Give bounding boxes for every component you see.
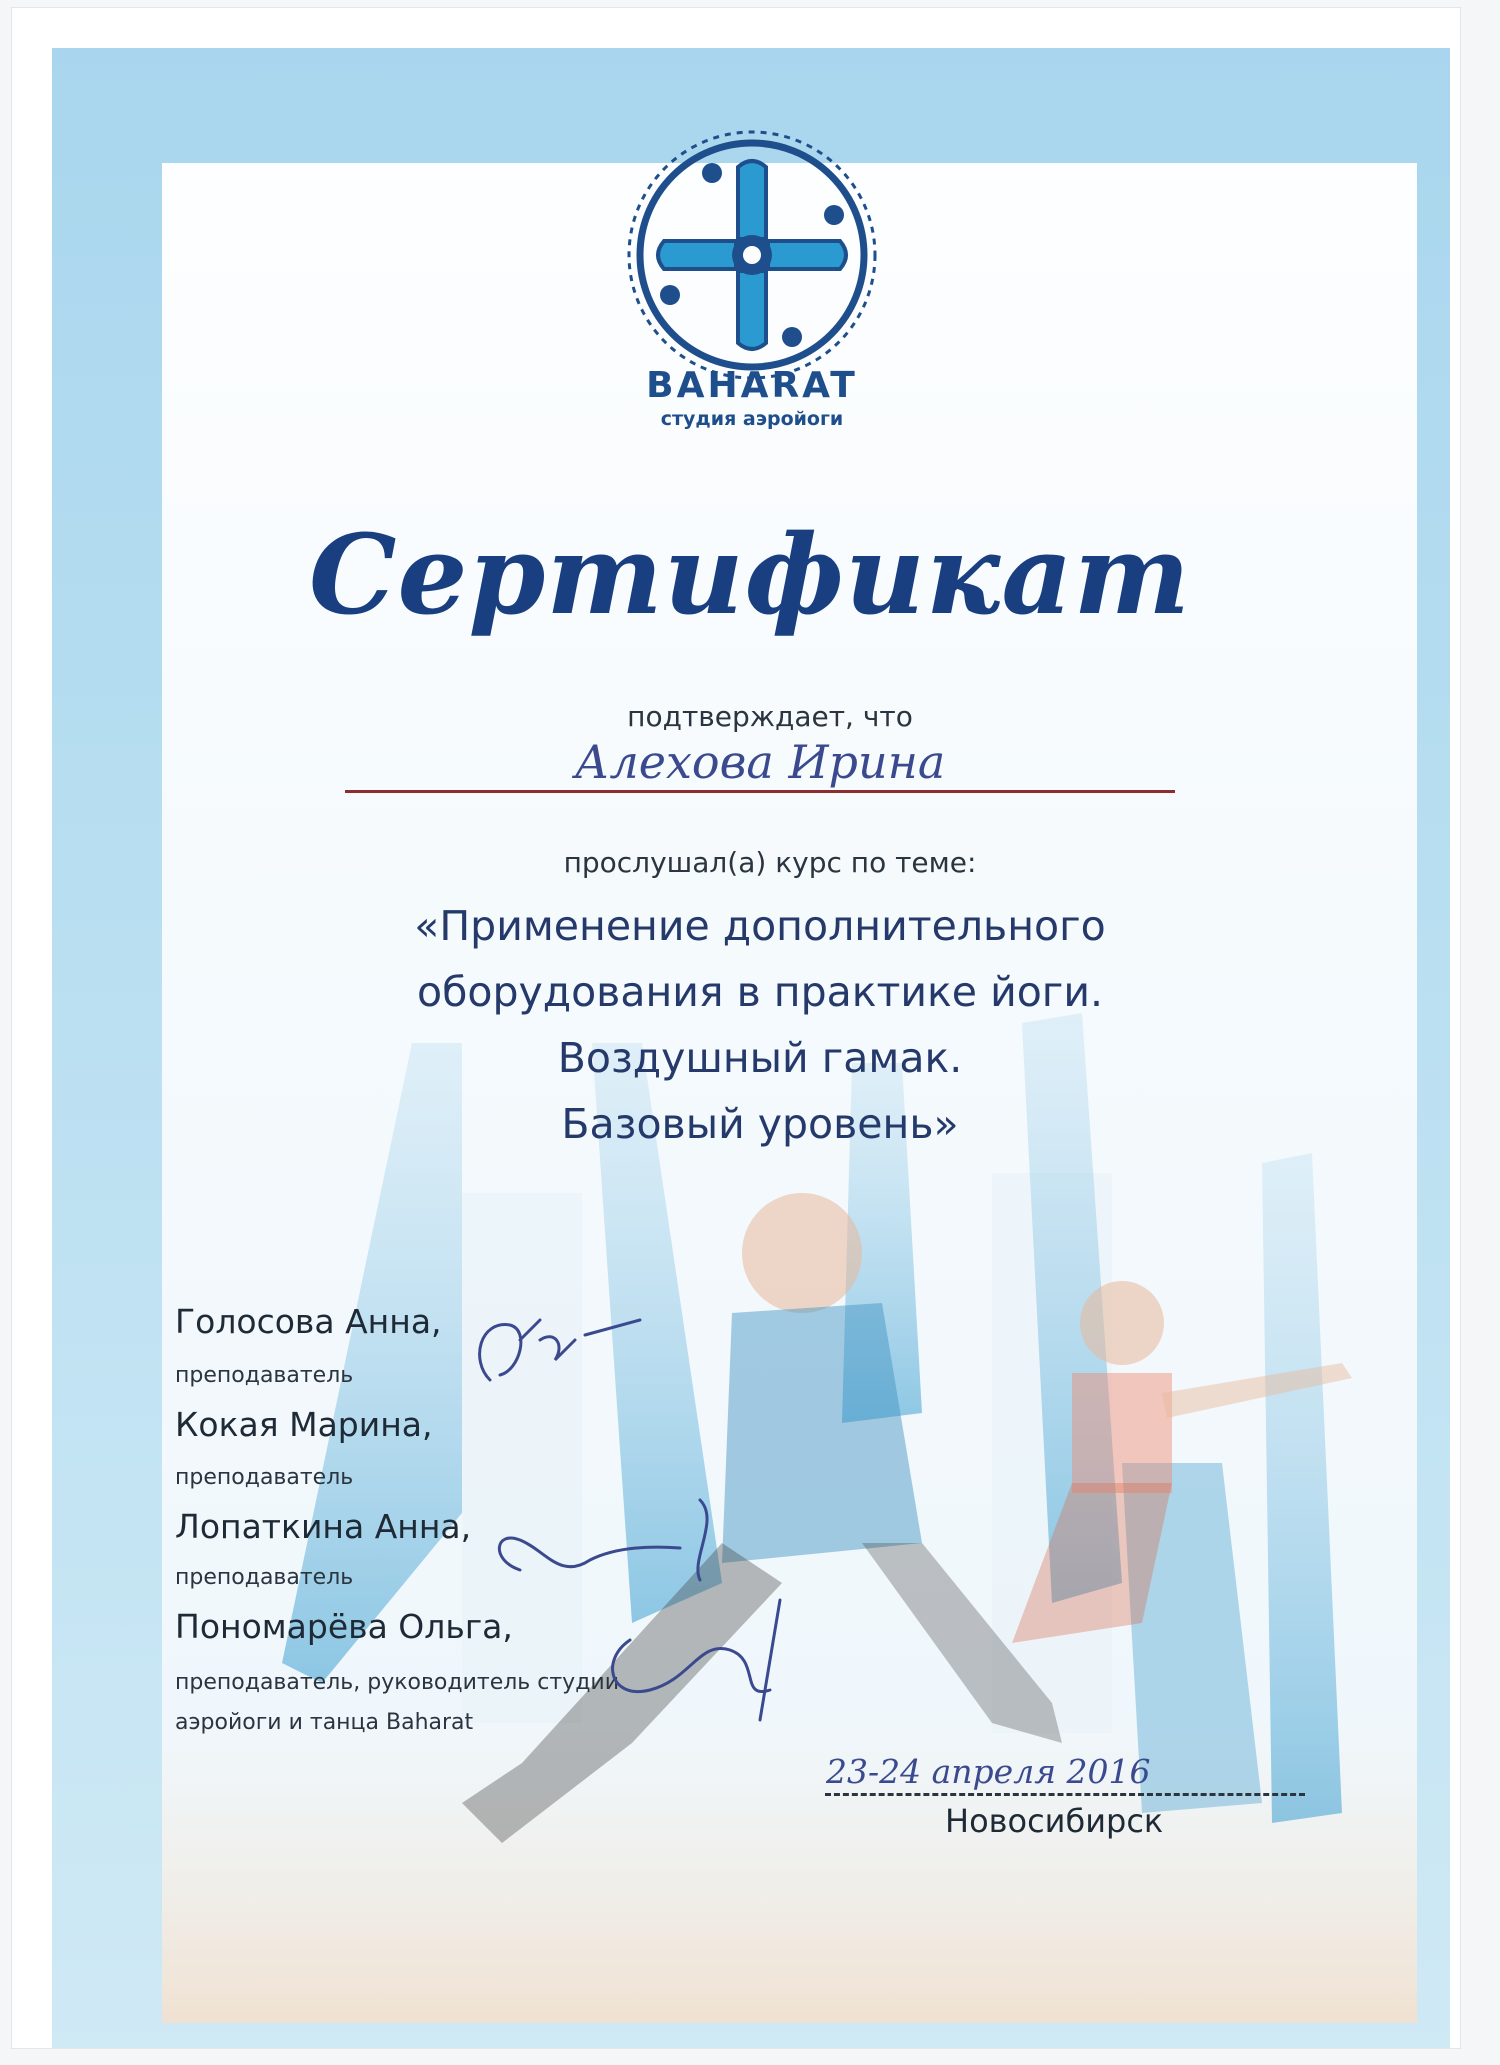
recipient-name: Алехова Ирина xyxy=(574,735,946,789)
date-handwritten: 23-24 апреля 2016 xyxy=(826,1752,1151,1791)
course-line: Базовый уровень» xyxy=(561,1100,959,1148)
teacher-role: аэройоги и танца Baharat xyxy=(175,1710,474,1735)
teacher-role: преподаватель xyxy=(175,1465,354,1490)
date-line xyxy=(825,1793,1305,1796)
city-label: Новосибирск xyxy=(945,1802,1164,1840)
teacher-name: Лопаткина Анна, xyxy=(175,1507,472,1546)
teacher-role: преподаватель xyxy=(175,1565,354,1590)
course-line: Воздушный гамак. xyxy=(557,1034,963,1082)
teacher-role: преподаватель xyxy=(175,1363,354,1388)
teacher-name: Голосова Анна, xyxy=(175,1302,442,1341)
woman-figure xyxy=(742,1193,862,1313)
teacher-role: преподаватель, руководитель студии xyxy=(175,1670,620,1695)
logo-wordmark: BAHARAT xyxy=(646,365,858,406)
course-title xyxy=(320,893,1200,1157)
logo-subtitle: студия аэройоги xyxy=(660,408,844,430)
recipient-underline xyxy=(345,790,1175,793)
certificate-title: Сертификат xyxy=(308,510,1192,639)
course-label: прослушал(а) курс по теме: xyxy=(563,846,977,879)
girl-figure xyxy=(1080,1281,1164,1365)
confirms-text: подтверждает, что xyxy=(627,700,913,733)
course-line: оборудования в практике йоги. xyxy=(416,968,1104,1016)
teacher-name: Кокая Марина, xyxy=(175,1405,433,1444)
course-line: «Применение дополнительного xyxy=(414,902,1106,950)
teacher-name: Пономарёва Ольга, xyxy=(175,1607,513,1646)
